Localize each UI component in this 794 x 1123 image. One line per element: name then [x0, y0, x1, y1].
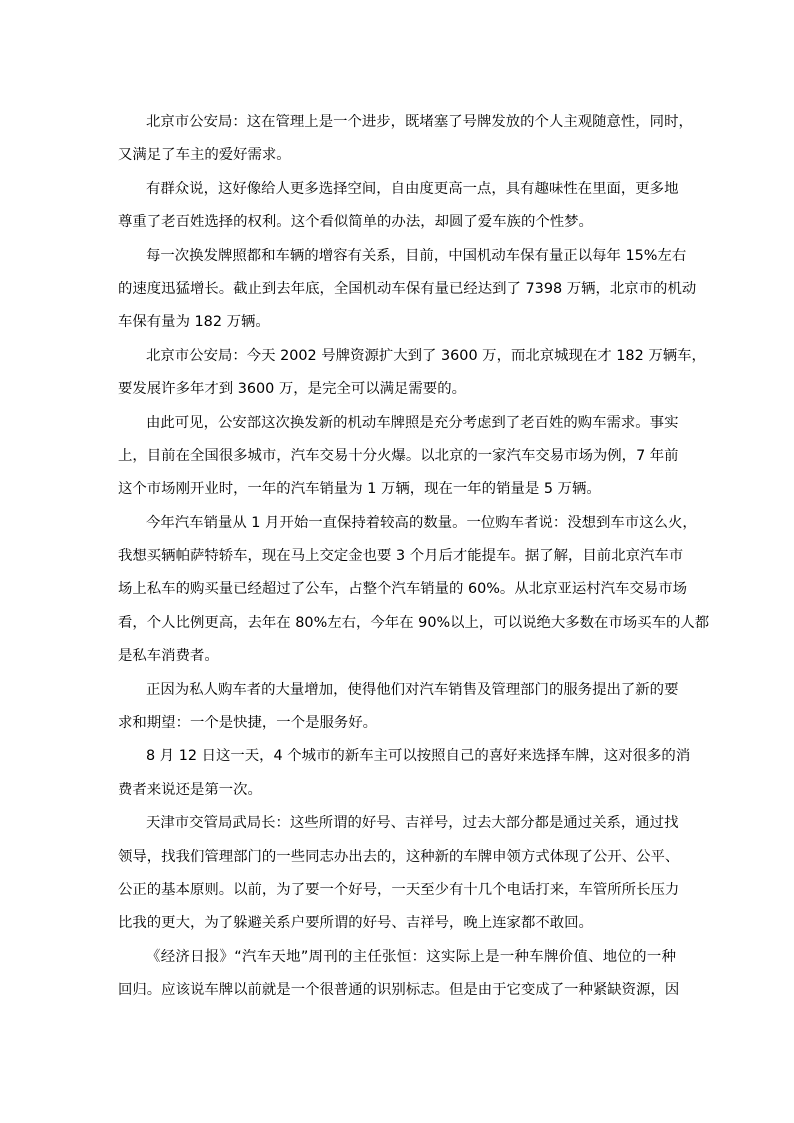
paragraph-line: 正因为私人购车者的大量增加，使得他们对汽车销售及管理部门的服务提出了新的要	[146, 681, 679, 698]
paragraph-line: 上，目前在全国很多城市，汽车交易十分火爆。以北京的一家汽车交易市场为例，7 年前	[118, 447, 679, 464]
paragraph-line: 是私车消费者。	[118, 648, 219, 665]
paragraph	[118, 240, 697, 340]
paragraph-line: 要发展许多年才到 3600 万，是完全可以满足需要的。	[118, 381, 466, 398]
paragraph-line: 场上私车的购买量已经超过了公车，占整个汽车销量的 60%。从北京亚运村汽车交易市场	[118, 581, 688, 598]
document-page	[118, 106, 710, 1008]
paragraph-line: 看，个人比例更高，去年在 80%左右，今年在 90%以上，可以说绝大多数在市场买车的人都	[118, 614, 710, 631]
paragraph-line: 车保有量为 182 万辆。	[118, 314, 270, 331]
paragraph-line: 每一次换发牌照都和车辆的增容有关系，目前，中国机动车保有量正以每年 15%左右	[146, 247, 687, 264]
paragraph	[118, 507, 710, 674]
paragraph	[118, 340, 706, 407]
paragraph-line: 的速度迅猛增长。截止到去年底，全国机动车保有量已经达到了 7398 万辆，北京市的机动	[118, 280, 697, 297]
paragraph-line: 这个市场刚开业时，一年的汽车销量为 1 万辆，现在一年的销量是 5 万辆。	[118, 481, 601, 498]
paragraph-line: 有群众说，这好像给人更多选择空间，自由度更高一点，具有趣味性在里面，更多地	[146, 180, 679, 197]
paragraph-line: 8 月 12 日这一天，4 个城市的新车主可以按照自己的喜好来选择车牌，这对很多的消	[146, 748, 691, 765]
paragraph-line: 尊重了老百姓选择的权利。这个看似简单的办法，却圆了爱车族的个性梦。	[118, 214, 593, 231]
paragraph	[118, 106, 693, 173]
paragraph-line: 由此可见，公安部这次换发新的机动车牌照是充分考虑到了老百姓的购车需求。事实	[146, 414, 679, 431]
paragraph-line: 回归。应该说车牌以前就是一个很普通的识别标志。但是由于它变成了一种紧缺资源，因	[118, 982, 680, 999]
paragraph-line: 天津市交管局武局长：这些所谓的好号、吉祥号，过去大部分都是通过关系，通过找	[146, 815, 679, 832]
paragraph-line: 北京市公安局：这在管理上是一个进步，既堵塞了号牌发放的个人主观随意性，同时，	[146, 114, 693, 130]
paragraph-line: 又满足了车主的爱好需求。	[118, 147, 291, 164]
paragraph	[118, 674, 679, 741]
paragraph	[118, 807, 680, 941]
paragraph	[118, 740, 691, 807]
paragraph-line: 求和期望：一个是快捷，一个是服务好。	[118, 715, 378, 732]
paragraph-line: 今年汽车销量从 1 月开始一直保持着较高的数量。一位购车者说：没想到车市这么火，	[146, 514, 697, 531]
paragraph-line: 北京市公安局：今天 2002 号牌资源扩大到了 3600 万，而北京城现在才 182 万辆车，	[146, 347, 706, 364]
paragraph-line: 比我的更大，为了躲避关系户要所谓的好号、吉祥号，晚上连家都不敢回。	[118, 915, 593, 932]
paragraph-line: 费者来说还是第一次。	[118, 781, 262, 798]
paragraph	[118, 941, 680, 1008]
paragraph-line: 《经济日报》“汽车天地”周刊的主任张恒：这实际上是一种车牌价值、地位的一种	[146, 948, 676, 965]
paragraph-line: 领导，找我们管理部门的一些同志办出去的，这种新的车牌申领方式体现了公开、公平、	[118, 848, 680, 865]
paragraph	[118, 173, 679, 240]
paragraph-line: 我想买辆帕萨特轿车，现在马上交定金也要 3 个月后才能提车。据了解，目前北京汽车市	[118, 548, 684, 565]
paragraph-line: 公正的基本原则。以前，为了要一个好号，一天至少有十几个电话打来，车管所所长压力	[118, 881, 680, 898]
paragraph	[118, 407, 679, 507]
